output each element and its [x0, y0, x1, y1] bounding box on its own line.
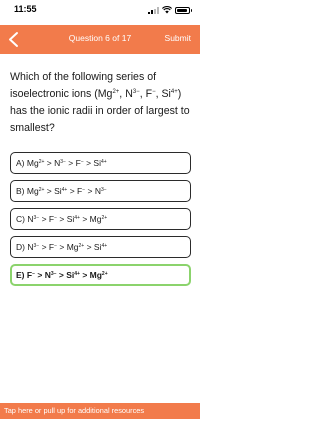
- option-text: $N^{3-} > F^- > Si^{4+} > Mg^{2+}$: [27, 214, 108, 224]
- option-text: $Mg^{2+} > Si^{4+} > F^- > N^{3-}$: [26, 186, 107, 196]
- question-counter: Question 6 of 17: [68, 33, 132, 43]
- option-text: $Mg^{2+} > N^{3-} > F^- > Si^{4+}$: [26, 158, 107, 168]
- resources-banner-text: Tap here or pull up for additional resources: [4, 406, 145, 415]
- option-letter: B): [16, 186, 25, 196]
- option-text: $F^- > N^{3-} > Si^{4+} > Mg^{2+}$: [26, 270, 108, 280]
- option-letter: A): [16, 158, 25, 168]
- wifi-icon: [162, 6, 172, 14]
- question-text: Which of the following series of isoelectronic ions ($Mg^{2+}$, $N^{3-}$, F−, $Si^{4+}$) has the ionic radii in order of largest to smallest?: [10, 71, 190, 134]
- answer-option-d[interactable]: [10, 236, 191, 258]
- answer-option-a[interactable]: [10, 152, 191, 174]
- option-letter: D): [16, 242, 25, 252]
- answer-option-b[interactable]: [10, 180, 191, 202]
- option-letter: E): [16, 270, 25, 280]
- battery-level: [177, 9, 187, 12]
- status-bar: [0, 0, 200, 20]
- answer-option-e[interactable]: [10, 264, 191, 286]
- answer-option-c[interactable]: [10, 208, 191, 230]
- submit-button[interactable]: Submit: [164, 33, 191, 43]
- battery-icon: [175, 7, 190, 14]
- status-icons: [148, 5, 190, 15]
- answer-options: [10, 152, 191, 292]
- cellular-signal-icon: [148, 7, 159, 14]
- option-letter: C): [16, 214, 25, 224]
- option-text: $N^{3-} > F^- > Mg^{2+} > Si^{4+}$: [27, 242, 108, 252]
- status-time: 11:55: [14, 4, 37, 14]
- question-nav-bar: [0, 25, 200, 54]
- resources-banner[interactable]: [0, 403, 200, 419]
